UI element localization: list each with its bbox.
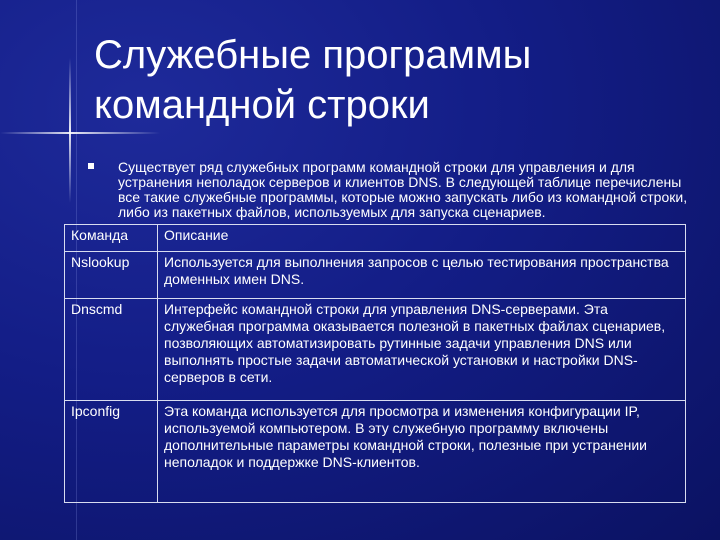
slide-title — [94, 30, 694, 130]
header-description: Описание — [158, 225, 686, 252]
table-header-row — [65, 225, 686, 252]
table-row — [65, 252, 686, 299]
command-cell: Ipconfig — [65, 401, 158, 503]
table-row — [65, 299, 686, 401]
utilities-table — [64, 224, 686, 503]
description-cell: Эта команда используется для просмотра и изменения конфигурации IP, используемой компьютером. В эту служебную программу включены дополнительные параметры командной строки, полезные при устранении неполадок и поддержке DNS-клиентов. — [158, 401, 686, 503]
table-row — [65, 401, 686, 503]
intro-text: Существует ряд служебных программ командной строки для управления и для устранения неполадок серверов и клиентов DNS. В следующей таблице перечислены все такие служебные программы, которые можно запускать либо из командной строки, либо из пакетных файлов, используемых для запуска сценариев. — [118, 159, 688, 220]
slide-title-line1: Служебные программы — [94, 33, 532, 77]
header-command: Команда — [65, 225, 158, 252]
square-bullet-icon — [88, 163, 94, 169]
sparkle-cross-horizontal — [0, 132, 160, 134]
description-cell: Используется для выполнения запросов с целью тестирования пространства доменных имен DNS. — [158, 252, 686, 299]
command-cell: Dnscmd — [65, 299, 158, 401]
description-cell: Интерфейс командной строки для управления DNS-серверами. Эта служебная программа оказывается полезной в пакетных файлах сценариев, позволяющих автоматизировать рутинные задачи управления DNS или выполнять простые задачи автоматической установки и настройки DNS-серверов в сети. — [158, 299, 686, 401]
slide-title-line2: командной строки — [94, 83, 430, 127]
command-cell: Nslookup — [65, 252, 158, 299]
sparkle-cross-vertical — [69, 58, 71, 203]
